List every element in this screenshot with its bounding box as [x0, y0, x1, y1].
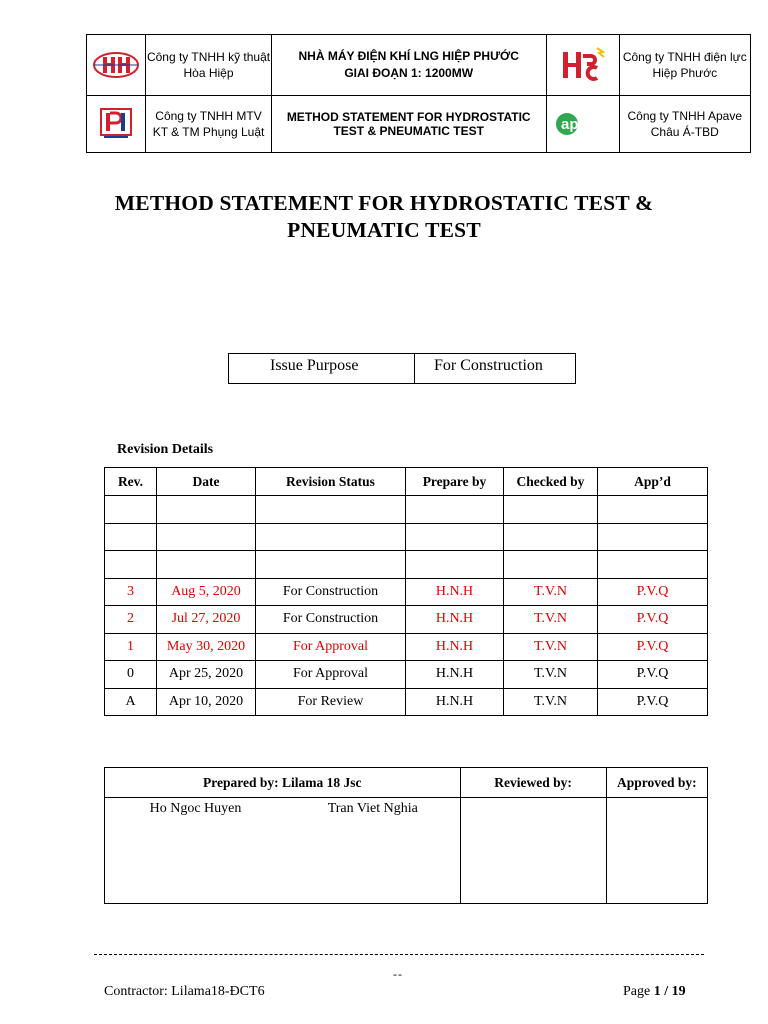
cell-prepare: [406, 523, 504, 551]
cell-status: For Review: [256, 688, 406, 716]
cell-approved: [598, 551, 708, 579]
company-hiep-phuoc: Công ty TNHH điện lực Hiệp Phước: [619, 35, 750, 96]
revision-details-heading: Revision Details: [117, 442, 214, 457]
preparer-2-name: Tran Viet Nghia: [327, 801, 418, 816]
company-hoa-hiep: Công ty TNHH kỹ thuật Hòa Hiệp: [146, 35, 272, 96]
page-number: 1 / 19: [653, 984, 686, 999]
cell-checked: T.V.N: [504, 606, 598, 634]
column-header-date: Date: [157, 468, 256, 496]
cell-status: For Construction: [256, 578, 406, 606]
document-title-line-2: PNEUMATIC TEST: [287, 218, 481, 242]
table-row: [105, 578, 708, 606]
cell-prepare: H.N.H: [406, 633, 504, 661]
reviewed-by-header: Reviewed by:: [460, 768, 606, 798]
hoa-hiep-logo-cell: [87, 35, 146, 96]
approved-by-header: Approved by:: [606, 768, 707, 798]
method-statement-header: METHOD STATEMENT FOR HYDROSTATIC TEST & PNEUMATIC TEST: [271, 96, 546, 153]
approver-signature-cell: [606, 798, 707, 904]
cell-approved: P.V.Q: [598, 578, 708, 606]
cell-status: [256, 523, 406, 551]
table-row: [105, 551, 708, 579]
prepared-by-header: Prepared by: Lilama 18 Jsc: [105, 768, 461, 798]
cell-approved: P.V.Q: [598, 688, 708, 716]
document-title-line-1: METHOD STATEMENT FOR HYDROSTATIC TEST &: [114, 191, 654, 215]
cell-approved: P.V.Q: [598, 661, 708, 689]
cell-rev: A: [105, 688, 157, 716]
phung-luat-logo-icon: [99, 107, 133, 141]
cell-checked: [504, 551, 598, 579]
column-header-rev: Rev.: [105, 468, 157, 496]
cell-date: [157, 496, 256, 524]
apave-logo-icon: [553, 109, 613, 139]
table-row: [105, 496, 708, 524]
apave-logo-cell: [546, 96, 619, 153]
cell-prepare: H.N.H: [406, 578, 504, 606]
hiep-phuoc-logo-cell: [546, 35, 619, 96]
cell-prepare: [406, 496, 504, 524]
cell-date: Apr 10, 2020: [157, 688, 256, 716]
column-header-checked-by: Checked by: [504, 468, 598, 496]
table-row: [105, 523, 708, 551]
table-row: [105, 606, 708, 634]
cell-prepare: H.N.H: [406, 606, 504, 634]
cell-rev: [105, 551, 157, 579]
column-header-prepare-by: Prepare by: [406, 468, 504, 496]
issue-purpose-value: For Construction: [415, 354, 576, 384]
cell-approved: [598, 496, 708, 524]
cell-prepare: H.N.H: [406, 688, 504, 716]
revision-table: [104, 467, 708, 716]
preparer-1-cell: [105, 798, 287, 904]
footer-contractor: Contractor: Lilama18-ĐCT6: [104, 984, 265, 999]
reviewer-signature-cell: [460, 798, 606, 904]
preparer-2-cell: [286, 798, 460, 904]
cell-date: [157, 551, 256, 579]
table-row: [105, 633, 708, 661]
cell-approved: P.V.Q: [598, 606, 708, 634]
table-row: [105, 688, 708, 716]
cell-checked: T.V.N: [504, 633, 598, 661]
cell-checked: T.V.N: [504, 661, 598, 689]
cell-rev: 1: [105, 633, 157, 661]
document-header: [86, 34, 751, 153]
hoa-hiep-logo-icon: [92, 50, 140, 80]
cell-status: For Approval: [256, 633, 406, 661]
cell-checked: [504, 523, 598, 551]
cell-prepare: H.N.H: [406, 661, 504, 689]
cell-date: Jul 27, 2020: [157, 606, 256, 634]
issue-purpose-label: Issue Purpose: [229, 354, 415, 384]
cell-date: Apr 25, 2020: [157, 661, 256, 689]
footer-divider-tail: --: [393, 967, 403, 981]
cell-status: For Approval: [256, 661, 406, 689]
project-name: NHÀ MÁY ĐIỆN KHÍ LNG HIỆP PHƯỚC GIAI ĐOẠN 1: 1200MW: [271, 35, 546, 96]
column-header-revision-status: Revision Status: [256, 468, 406, 496]
cell-status: For Construction: [256, 606, 406, 634]
cell-approved: [598, 523, 708, 551]
cell-checked: T.V.N: [504, 578, 598, 606]
phung-luat-logo-cell: [87, 96, 146, 153]
apave-logo-text: apave: [560, 116, 604, 133]
table-row: [105, 661, 708, 689]
cell-rev: [105, 496, 157, 524]
cell-rev: 3: [105, 578, 157, 606]
cell-date: [157, 523, 256, 551]
revision-table-header: [105, 468, 708, 496]
cell-status: [256, 496, 406, 524]
cell-checked: T.V.N: [504, 688, 598, 716]
cell-checked: [504, 496, 598, 524]
footer-page-indicator: [623, 984, 686, 1000]
cell-rev: 0: [105, 661, 157, 689]
approval-table: [104, 767, 708, 904]
company-phung-luat: Công ty TNHH MTV KT & TM Phụng Luật: [146, 96, 272, 153]
page-label: Page: [623, 984, 654, 999]
cell-date: May 30, 2020: [157, 633, 256, 661]
preparer-1-name: Ho Ngoc Huyen: [149, 801, 242, 816]
document-title: [60, 190, 708, 244]
cell-status: [256, 551, 406, 579]
cell-prepare: [406, 551, 504, 579]
cell-approved: P.V.Q: [598, 633, 708, 661]
cell-rev: [105, 523, 157, 551]
cell-rev: 2: [105, 606, 157, 634]
footer-divider: [94, 954, 704, 955]
company-apave: Công ty TNHH Apave Châu Á-TBD: [619, 96, 750, 153]
issue-purpose-table: [228, 353, 576, 384]
cell-date: Aug 5, 2020: [157, 578, 256, 606]
column-header-approved: App’d: [598, 468, 708, 496]
hiep-phuoc-logo-icon: [557, 46, 609, 84]
